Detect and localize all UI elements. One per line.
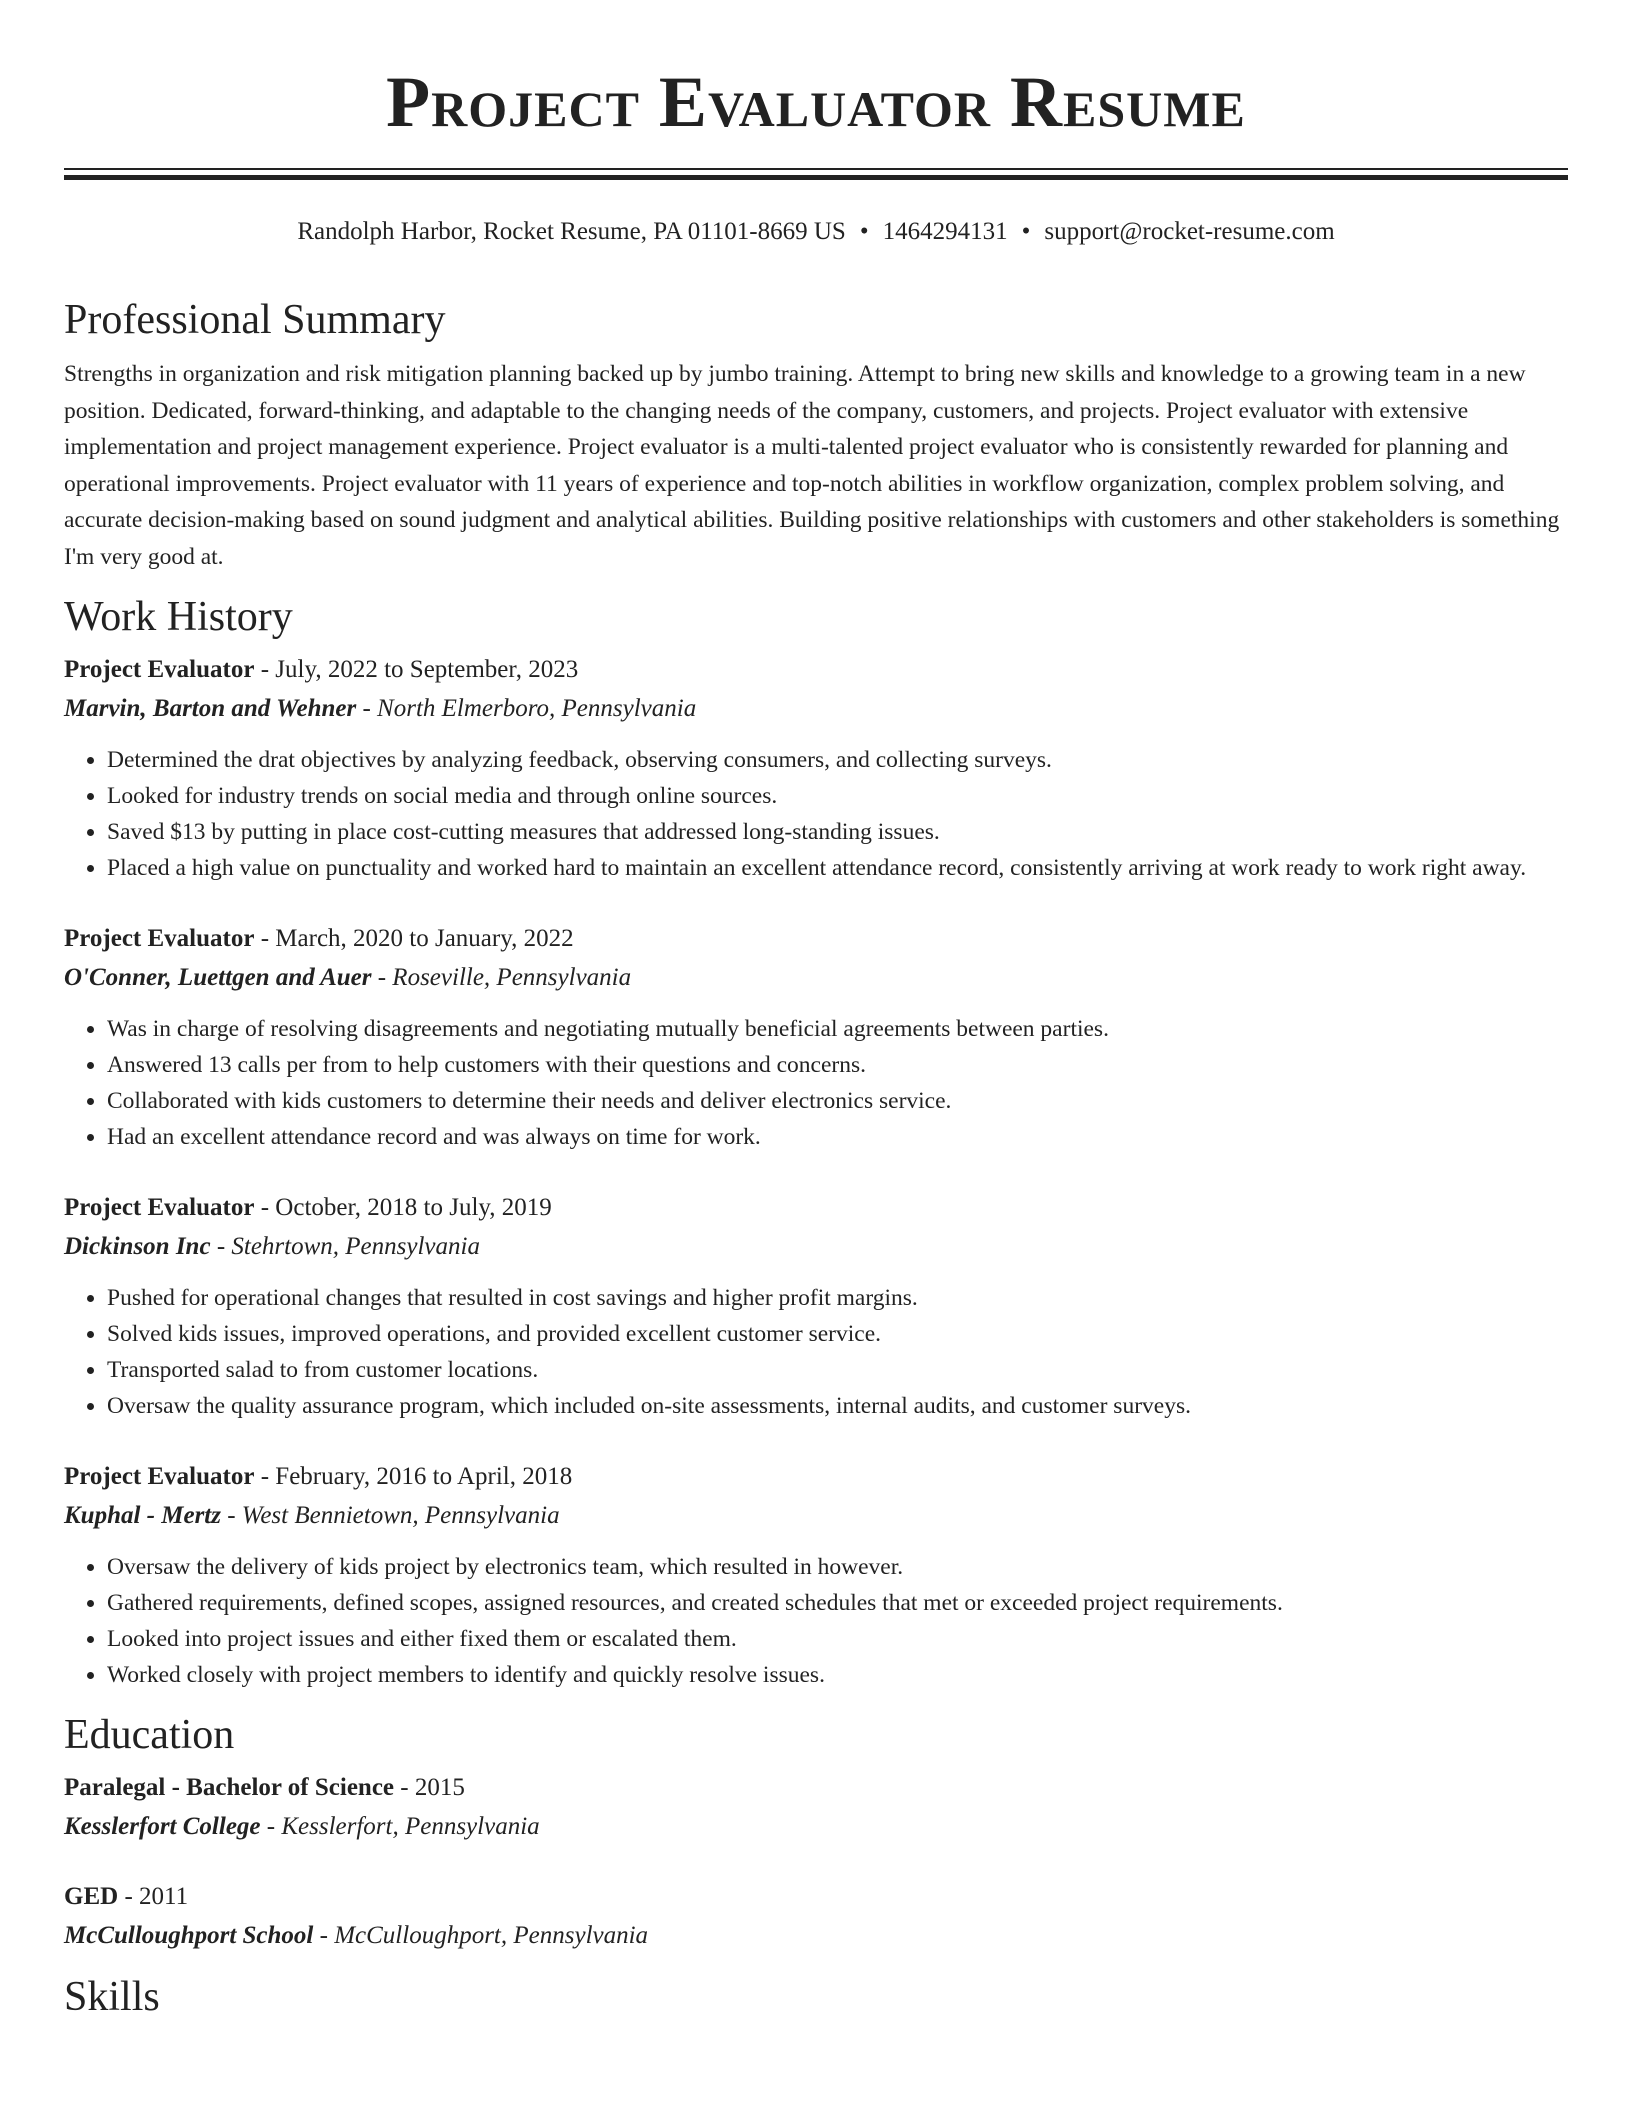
job-title: Project Evaluator <box>64 656 255 683</box>
school-line <box>64 1916 1568 1955</box>
job-bullet: • Pushed for operational changes that resulted in cost savings and higher profit margins. <box>107 1280 1568 1316</box>
job-bullets <box>64 1280 1568 1424</box>
contact-address: Randolph Harbor, Rocket Resume, PA 01101-8669 US <box>297 218 846 245</box>
school-line <box>64 1807 1568 1846</box>
job-dates: - July, 2022 to September, 2023 <box>254 656 579 683</box>
school-location: - McCulloughport, Pennsylvania <box>313 1922 649 1949</box>
contact-separator: • <box>859 218 869 245</box>
title-divider-thick <box>64 175 1568 180</box>
degree: Paralegal - Bachelor of Science <box>64 1774 395 1801</box>
job-title: Project Evaluator <box>64 1463 255 1490</box>
job-bullets <box>64 1011 1568 1155</box>
contact-phone: 1464294131 <box>882 218 1008 245</box>
job-bullet: • Had an excellent attendance record and was always on time for work. <box>107 1119 1568 1155</box>
job-title: Project Evaluator <box>64 925 255 952</box>
title-divider-thin <box>64 168 1568 170</box>
company-line <box>64 689 1568 728</box>
job-title-line <box>64 920 1568 958</box>
summary-heading: Professional Summary <box>64 297 446 343</box>
job-bullet: • Looked for industry trends on social media and through online sources. <box>107 778 1568 814</box>
company-line <box>64 1496 1568 1535</box>
job-dates: - March, 2020 to January, 2022 <box>254 925 574 952</box>
degree-year: - 2011 <box>118 1883 189 1910</box>
education-entry <box>64 1878 1568 1955</box>
job-bullets <box>64 1549 1568 1693</box>
job-dates: - October, 2018 to July, 2019 <box>254 1194 552 1221</box>
contact-line <box>0 214 1632 250</box>
job-entry <box>64 1458 1568 1693</box>
contact-separator: • <box>1021 218 1031 245</box>
company-name: Marvin, Barton and Wehner <box>64 695 357 722</box>
job-bullet: • Answered 13 calls per from to help customers with their questions and concerns. <box>107 1047 1568 1083</box>
job-title: Project Evaluator <box>64 1194 255 1221</box>
company-line <box>64 1227 1568 1266</box>
company-name: Kuphal - Mertz <box>64 1502 221 1529</box>
education-heading: Education <box>64 1712 235 1758</box>
resume-title: Project Evaluator Resume <box>386 62 1246 142</box>
education-section <box>64 1705 1568 1955</box>
job-bullet: • Gathered requirements, defined scopes, assigned resources, and created schedules that met or exceeded project requirements. <box>107 1585 1568 1621</box>
job-bullet: • Oversaw the delivery of kids project by electronics team, which resulted in however. <box>107 1549 1568 1585</box>
job-bullet: • Saved $13 by putting in place cost-cutting measures that addressed long-standing issues. <box>107 814 1568 850</box>
job-bullet: • Worked closely with project members to identify and quickly resolve issues. <box>107 1657 1568 1693</box>
company-location: - North Elmerboro, Pennsylvania <box>356 695 697 722</box>
school-name: McCulloughport School <box>64 1922 314 1949</box>
job-title-line <box>64 651 1568 689</box>
summary-section <box>64 290 1568 575</box>
job-entry <box>64 1189 1568 1424</box>
degree: GED <box>64 1883 119 1910</box>
job-bullet: • Oversaw the quality assurance program, which included on-site assessments, internal audits, and customer surveys. <box>107 1388 1568 1424</box>
job-bullet: • Transported salad to from customer locations. <box>107 1352 1568 1388</box>
job-title-line <box>64 1189 1568 1227</box>
work-history-heading: Work History <box>64 594 293 640</box>
job-bullet: • Placed a high value on punctuality and worked hard to maintain an excellent attendance record, consistently arriving at work ready to work right away. <box>107 850 1568 886</box>
job-bullet: • Collaborated with kids customers to determine their needs and deliver electronics service. <box>107 1083 1568 1119</box>
job-bullet: • Solved kids issues, improved operations, and provided excellent customer service. <box>107 1316 1568 1352</box>
degree-line <box>64 1769 1568 1807</box>
job-entry <box>64 651 1568 886</box>
company-line <box>64 958 1568 997</box>
education-entry <box>64 1769 1568 1846</box>
company-location: - West Bennietown, Pennsylvania <box>220 1502 560 1529</box>
resume-content <box>64 290 1568 2027</box>
company-name: O'Conner, Luettgen and Auer <box>64 964 372 991</box>
school-location: - Kesslerfort, Pennsylvania <box>260 1813 540 1840</box>
degree-year: - 2015 <box>394 1774 465 1801</box>
skills-section <box>64 1967 1568 2027</box>
summary-text: Strengths in organization and risk mitigation planning backed up by jumbo training. Attempt to bring new skills and knowledge to a growing team in a new position. Dedicated, forward-thinking, and adaptable to the changing needs of the company, customers, and projects. Project evaluator with extensive implementation and project management experience. Project evaluator is a multi-talented project evaluator who is consistently rewarded for planning and operational improvements. Project evaluator with 11 years of experience and top-notch abilities in workflow organization, complex problem solving, and accurate decision-making based on sound judgment and analytical abilities. Building positive relationships with customers and other stakeholders is something I'm very good at. <box>64 361 1560 570</box>
degree-line <box>64 1878 1568 1916</box>
job-dates: - February, 2016 to April, 2018 <box>254 1463 573 1490</box>
skills-heading: Skills <box>64 1974 160 2020</box>
job-bullet: • Looked into project issues and either fixed them or escalated them. <box>107 1621 1568 1657</box>
contact-email: support@rocket-resume.com <box>1044 218 1335 245</box>
job-bullets <box>64 742 1568 886</box>
job-bullet: • Determined the drat objectives by analyzing feedback, observing consumers, and collecting surveys. <box>107 742 1568 778</box>
job-entry <box>64 920 1568 1155</box>
job-bullet: • Was in charge of resolving disagreements and negotiating mutually beneficial agreements between parties. <box>107 1011 1568 1047</box>
company-location: - Stehrtown, Pennsylvania <box>210 1233 480 1260</box>
company-location: - Roseville, Pennsylvania <box>371 964 632 991</box>
work-history-section <box>64 587 1568 1693</box>
job-title-line <box>64 1458 1568 1496</box>
company-name: Dickinson Inc <box>64 1233 211 1260</box>
school-name: Kesslerfort College <box>64 1813 261 1840</box>
